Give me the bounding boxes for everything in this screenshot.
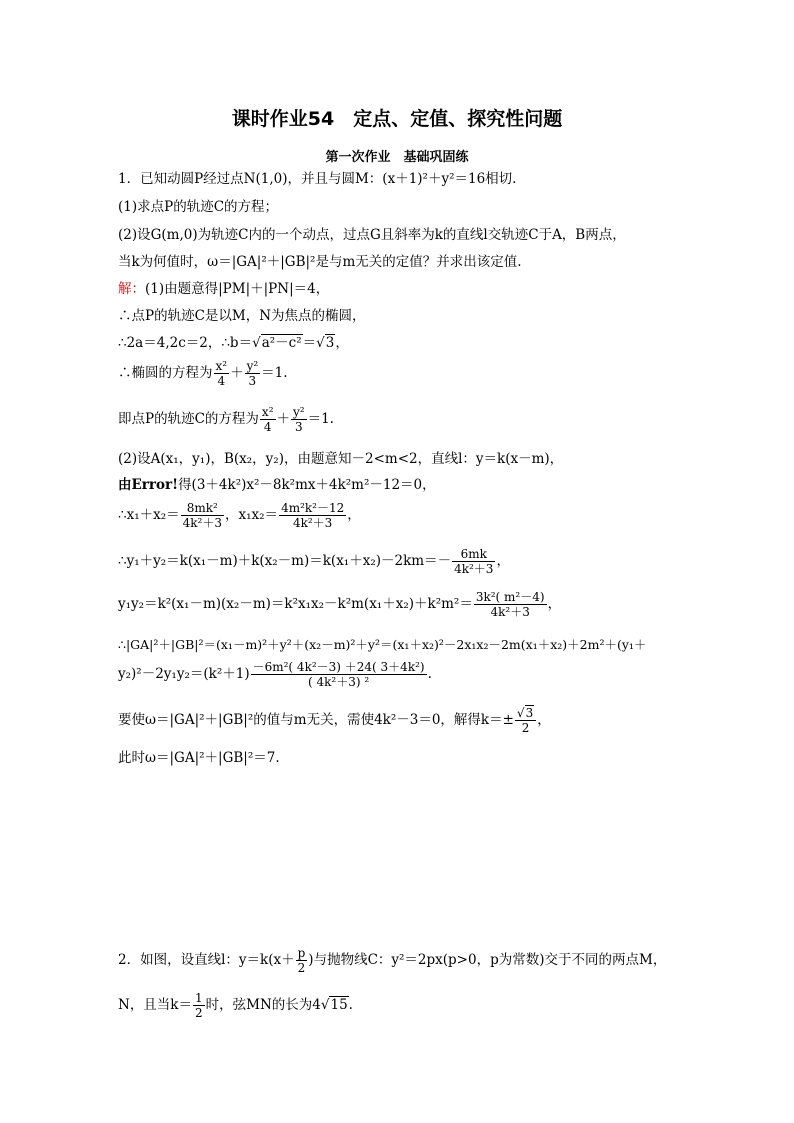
text: ， (547, 596, 562, 612)
page-subtitle: 第一次作业 基础巩固练 (325, 150, 469, 165)
text: ，x₁x₂＝ (225, 507, 279, 523)
text: 即点P的轨迹C的方程为 (118, 411, 259, 427)
text: ∴2a＝4,2c＝2，∴b＝ (118, 335, 253, 351)
q1-part2-line2: 当k为何值时，ω＝|GA|²＋|GB|²是与m无关的定值？并求出该定值. (118, 254, 522, 270)
solution-line-4: ∴椭圆的方程为 $\frac{\text{x²}}{4}$ ＋ $\frac{\text{y²}}{3}$ ＝1. (118, 359, 288, 388)
solution-line-12 (118, 660, 432, 689)
text: )与抛物线C：y²＝2px(p>0，p为常数)交于不同的两点M， (308, 952, 667, 968)
sqrt-radicand: 15 (330, 997, 348, 1013)
text: 要使ω＝|GA|²＋|GB|²的值与m无关，需使4k²－3＝0，解得k＝± (118, 712, 514, 728)
q2-line-1 (118, 946, 666, 975)
solution-line-2: ∴点P的轨迹C是以M，N为焦点的椭圆， (118, 308, 366, 324)
q1-stem: 1．已知动圆P经过点N(1,0)，并且与圆M：(x＋1)²＋y²＝16相切. (118, 171, 517, 187)
text: ， (496, 553, 510, 569)
solution-line-1 (118, 281, 329, 297)
text: . (348, 997, 353, 1013)
q1-part2-line1: (2)设G(m,0)为轨迹C内的一个动点，过点G且斜率为k的直线l交轨迹C于A，B两点， (118, 227, 626, 243)
text: N，且当k＝ (118, 997, 192, 1013)
text: . (427, 666, 432, 682)
solution-line-8 (118, 501, 361, 530)
q2-line-2: N，且当k＝ $\frac{1}{2}$ 时，弦MN的长为4√15. (118, 991, 353, 1020)
text: ∴y₁＋y₂＝k(x₁－m)＋k(x₂－m)＝k(x₁＋x₂)－2km＝－ (118, 553, 452, 569)
sqrt-radicand: a²－c² (261, 335, 302, 351)
solution-line-7 (118, 477, 436, 493)
solution-text: (1)由题意得|PM|＋|PN|＝4， (145, 281, 330, 297)
solution-line-6: (2)设A(x₁，y₁)，B(x₂，y₂)，由题意知－2<m<2，直线l：y＝k(x－m)， (118, 451, 564, 467)
solution-line-11: ∴|GA|²＋|GB|²＝(x₁－m)²＋y²＋(x₂－m)²＋y²＝(x₁＋x₂)²－2x₁x₂－2m(x₁＋x₂)＋2m²＋(y₁＋ (118, 637, 647, 652)
fraction: $\frac{\text{4m²k²－12}}{\text{4k²＋3}}$ (281, 501, 345, 530)
fraction: $\frac{√3}{2}$ (515, 706, 536, 735)
text: 由Error! (118, 477, 179, 493)
fraction: $\frac{\text{－6m²( 4k²－3) ＋24( 3＋4k²)}}{\text{( 4k²＋3) ²}}$ (252, 660, 425, 689)
solution-line-10 (118, 590, 561, 619)
text: ∴x₁＋x₂＝ (118, 507, 180, 523)
text: ∴椭圆的方程为 (118, 365, 213, 381)
text: ， (335, 335, 349, 351)
text: ， (347, 507, 361, 523)
sqrt-radicand: 3 (325, 335, 335, 351)
solution-line-9 (118, 547, 510, 576)
fraction: $\frac{\text{y²}}{3}$ (246, 359, 259, 388)
text: ， (537, 712, 551, 728)
text: 时，弦MN的长为4 (205, 997, 321, 1013)
solution-line-14: 此时ω＝|GA|²＋|GB|²＝7. (118, 750, 280, 766)
fraction: $\frac{\text{x²}}{4}$ (215, 359, 228, 388)
fraction: $\frac{\text{8mk²}}{\text{4k²＋3}}$ (182, 501, 222, 530)
solution-line-3: ∴2a＝4,2c＝2，∴b＝√a²－c²＝√3， (118, 335, 349, 351)
text: ＝1. (261, 365, 288, 381)
fraction: $\frac{\text{y²}}{3}$ (293, 405, 305, 434)
fraction: $\frac{p}{2}$ (297, 946, 306, 975)
fraction: $\frac{\text{x²}}{4}$ (261, 405, 274, 434)
fraction: $\frac{1}{2}$ (195, 991, 203, 1020)
solution-label: 解： (118, 281, 145, 297)
text: ＝1. (307, 411, 334, 427)
fraction: $\frac{\text{3k²( m²－4)}}{\text{4k²＋3}}$ (475, 590, 545, 619)
text: 2．如图，设直线l：y＝k(x＋ (118, 952, 295, 968)
solution-line-5: 即点P的轨迹C的方程为 $\frac{\text{x²}}{4}$ ＋ $\frac{\text{y²}}{3}$ ＝1. (118, 405, 334, 434)
text: y₂)²－2y₁y₂＝(k²＋1) (118, 666, 250, 682)
text: 得(3＋4k²)x²－8k²mx＋4k²m²－12＝0， (178, 477, 436, 493)
text: y₁y₂＝k²(x₁－m)(x₂－m)＝k²x₁x₂－k²m(x₁＋x₂)＋k²m²＝ (118, 596, 473, 612)
fraction: $\frac{6mk}{\text{4k²＋3}}$ (454, 547, 494, 576)
q1-part1: (1)求点P的轨迹C的方程； (118, 199, 279, 215)
page-title: 课时作业54 定点、定值、探究性问题 (231, 108, 563, 130)
text: ＝ (302, 335, 317, 351)
solution-line-13 (118, 706, 551, 735)
